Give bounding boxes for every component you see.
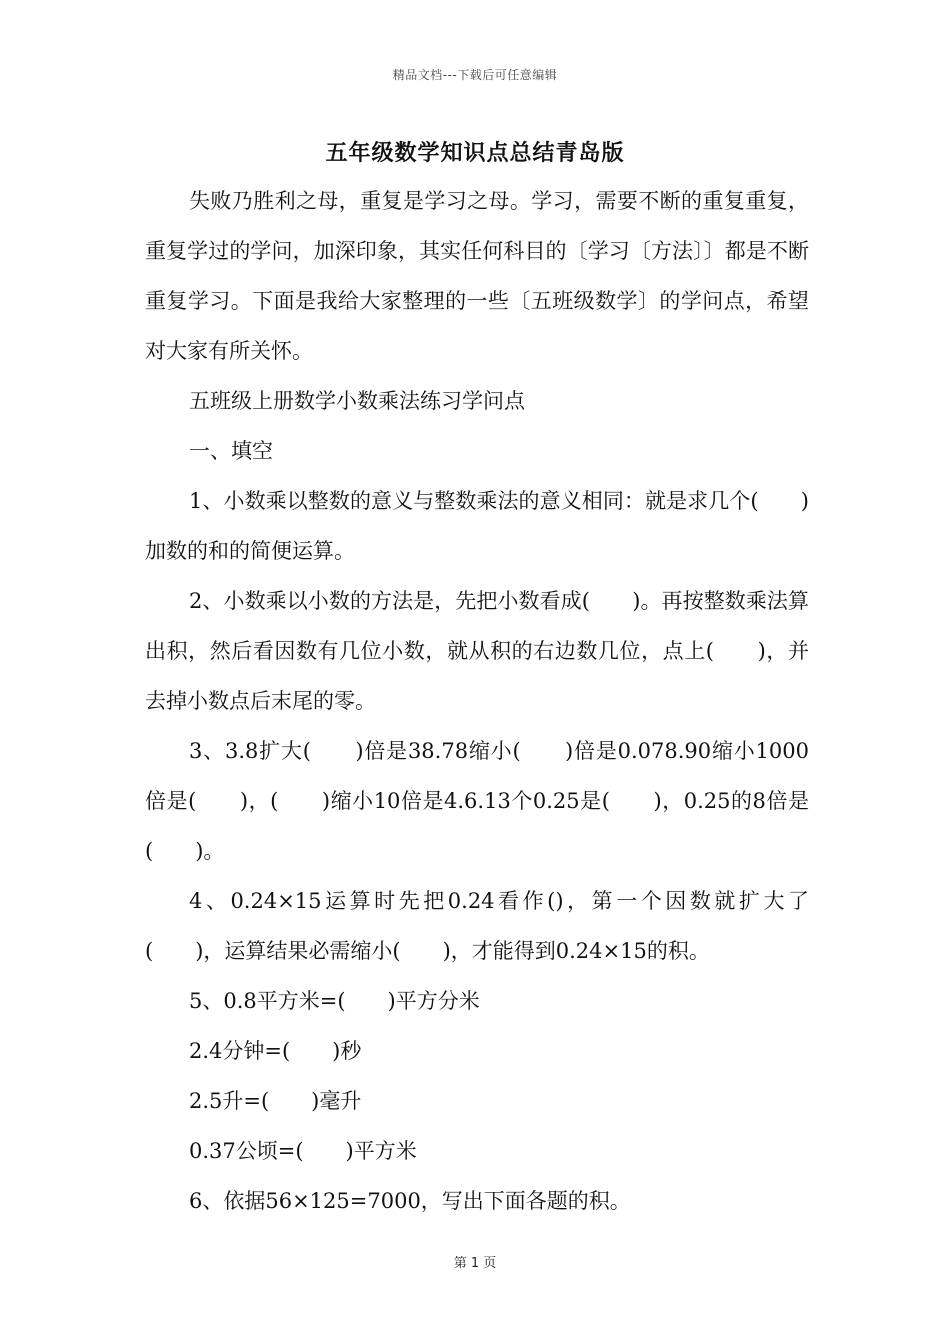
section-heading: 五班级上册数学小数乘法练习学问点	[189, 389, 525, 413]
question-1: 1、小数乘以整数的意义与整数乘法的意义相同：就是求几个( )加数的和的简便运算。	[145, 489, 809, 563]
part-heading: 一、填空	[189, 439, 273, 463]
question-5d: 0.37公顷=( )平方米	[189, 1139, 417, 1163]
question-3: 3、3.8扩大( )倍是38.78缩小( )倍是0.078.90缩小1000倍是( )，( )缩小10倍是4.6.13个0.25是( )，0.25的8倍是( )。	[145, 739, 809, 863]
question-6: 6、依据56×125=7000，写出下面各题的积。	[189, 1189, 631, 1213]
question-4: 4、0.24×15运算时先把0.24看作()，第一个因数就扩大了( )，运算结果必需缩小( )，才能得到0.24×15的积。	[145, 889, 809, 963]
header-note: 精品文档---下载后可任意编辑	[392, 68, 558, 82]
page-number: 第 1 页	[453, 1256, 497, 1271]
intro-paragraph: 失败乃胜利之母，重复是学习之母。学习，需要不断的重复重复，重复学过的学问，加深印象，其实任何科目的〔学习〔方法〕〕都是不断重复学习。下面是我给大家整理的一些〔五班级数学〕的学问点，希望对大家有所关怀。	[145, 189, 809, 363]
question-5a: 5、0.8平方米=( )平方分米	[189, 989, 480, 1013]
question-5b: 2.4分钟=( )秒	[189, 1039, 362, 1063]
question-2: 2、小数乘以小数的方法是，先把小数看成( )。再按整数乘法算出积，然后看因数有几位小数，就从积的右边数几位，点上( )，并去掉小数点后末尾的零。	[145, 589, 809, 713]
document-body	[145, 176, 809, 1226]
question-5c: 2.5升=( )毫升	[189, 1089, 362, 1113]
document-title: 五年级数学知识点总结青岛版	[325, 141, 625, 166]
